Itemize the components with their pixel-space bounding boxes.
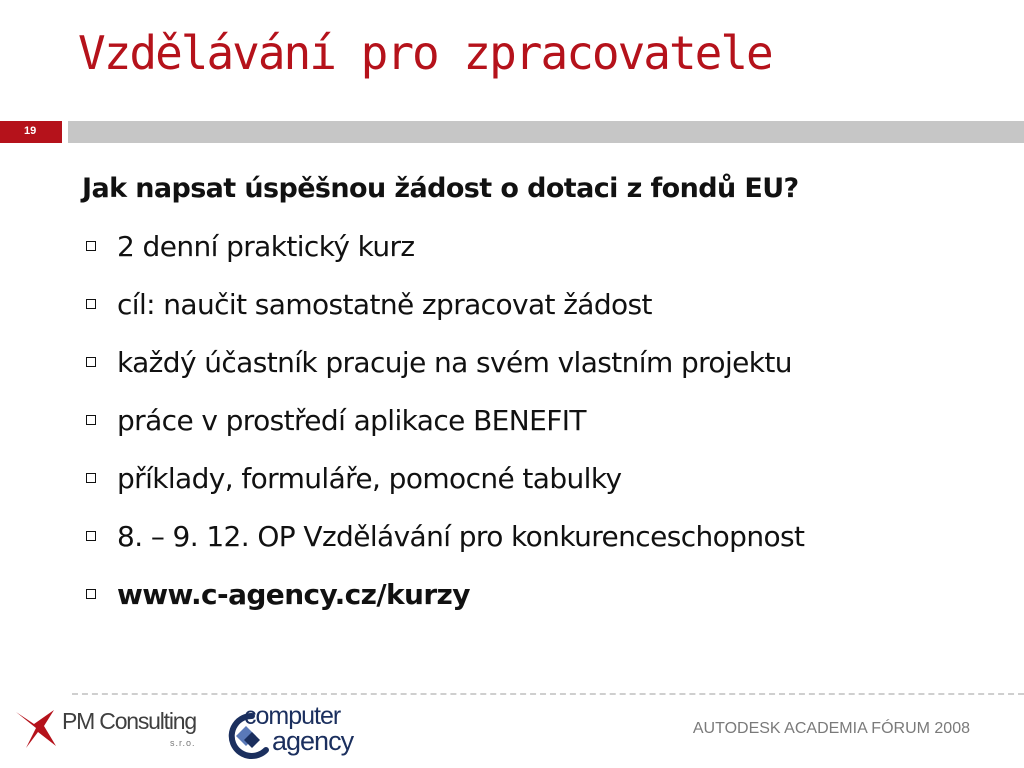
bullet-item-own-project	[82, 334, 1012, 392]
square-bullet-icon	[86, 589, 96, 599]
square-bullet-icon	[86, 299, 96, 309]
square-bullet-icon	[86, 241, 96, 251]
slide-number: 19	[24, 125, 37, 137]
computer-agency-line1: computer	[244, 702, 341, 730]
bullet-item-benefit-app	[82, 392, 1012, 450]
bullet-item-url	[82, 566, 1012, 624]
footer-divider	[72, 693, 1024, 695]
pm-consulting-name: PM Consulting	[62, 708, 196, 734]
bullet-text: 8. – 9. 12. OP Vzdělávání pro konkurenceschopnost	[117, 520, 805, 553]
square-bullet-icon	[86, 357, 96, 367]
square-bullet-icon	[86, 415, 96, 425]
bullet-text: každý účastník pracuje na svém vlastním projektu	[117, 346, 792, 379]
computer-agency-line2: agency	[272, 726, 354, 756]
footer-event-text: AUTODESK ACADEMIA FÓRUM 2008	[692, 720, 970, 737]
bullet-text: 2 denní praktický kurz	[117, 230, 415, 263]
square-bullet-icon	[86, 531, 96, 541]
pm-consulting-mark-icon	[14, 706, 58, 750]
bullet-item-goal	[82, 276, 1012, 334]
pm-consulting-logo	[14, 704, 204, 756]
bullet-item-course-length	[82, 218, 1012, 276]
course-link[interactable]: www.c-agency.cz/kurzy	[117, 578, 470, 611]
slide-content	[82, 160, 1012, 624]
bullet-list	[82, 218, 1012, 624]
slide-title: Vzdělávání pro zpracovatele	[78, 26, 772, 80]
bullet-item-examples	[82, 450, 1012, 508]
bullet-text: cíl: naučit samostatně zpracovat žádost	[117, 288, 652, 321]
bullet-text: práce v prostředí aplikace BENEFIT	[117, 404, 586, 437]
title-rule	[68, 121, 1024, 143]
bullet-item-dates	[82, 508, 1012, 566]
content-heading: Jak napsat úspěšnou žádost o dotaci z fondů EU?	[82, 173, 799, 204]
pm-consulting-suffix: s.r.o.	[170, 738, 196, 748]
square-bullet-icon	[86, 473, 96, 483]
computer-agency-logo	[222, 704, 372, 762]
bullet-text: příklady, formuláře, pomocné tabulky	[117, 462, 622, 495]
